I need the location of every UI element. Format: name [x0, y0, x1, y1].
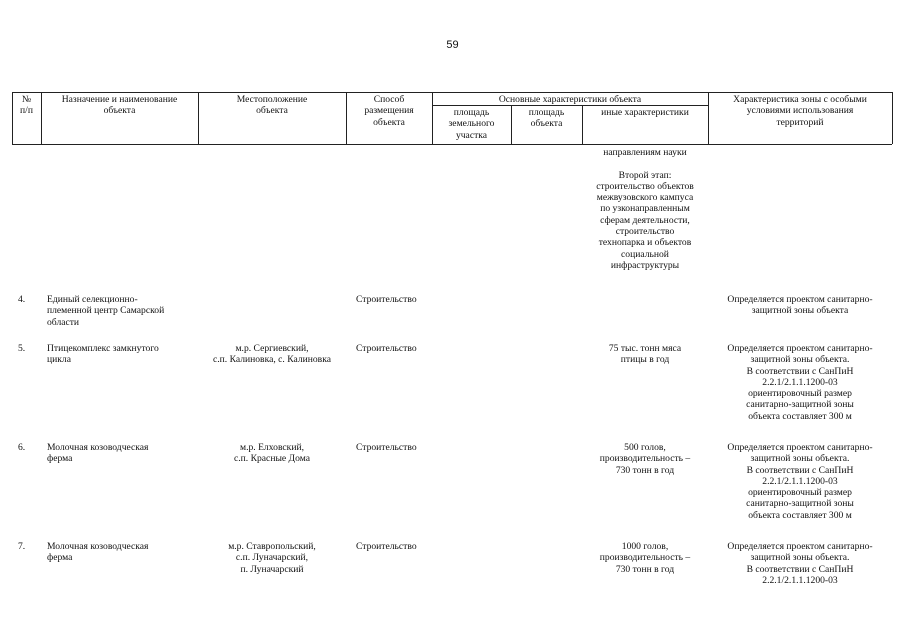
header-method: Способ размещения объекта	[364, 94, 414, 128]
col-divider	[892, 92, 893, 144]
row-number: 4.	[18, 294, 26, 305]
row-object-name: Птицекомплекс замкнутого цикла	[47, 343, 159, 366]
continuation-other-characteristics: направлениям науки Второй этап: строительство объектов межвузовского кампуса по узконаправленным сферам деятельности, строительство технопарка и объектов социальной инфраструктуры	[596, 147, 694, 271]
header-area-object: площадь объекта	[528, 107, 565, 130]
row-object-name: Единый селекционно- племенной центр Самарской области	[47, 294, 165, 328]
row-zone: Определяется проектом санитарно- защитной зоны объекта. В соответствии с СанПиН 2.2.1/2.1.1.1200-03 ориентировочный размер санитарно-защитной зоны объекта составляет 300 м	[727, 442, 873, 521]
row-method: Строительство	[356, 343, 417, 354]
row-location: м.р. Ставропольский, с.п. Луначарский, п. Луначарский	[228, 541, 316, 575]
header-other-characteristics: иные характеристики	[601, 107, 689, 118]
row-other-characteristics: 75 тыс. тонн мяса птицы в год	[608, 343, 682, 366]
row-object-name: Молочная козоводческая ферма	[47, 541, 149, 564]
header-location: Местоположение объекта	[236, 94, 308, 117]
header-area-plot: площадь земельного участка	[448, 107, 495, 141]
row-number: 5.	[18, 343, 26, 354]
row-number: 7.	[18, 541, 26, 552]
row-method: Строительство	[356, 442, 417, 453]
row-location: м.р. Елховский, с.п. Красные Дома	[234, 442, 310, 465]
page-number: 59	[446, 39, 459, 51]
row-zone: Определяется проектом санитарно- защитной зоны объекта	[727, 294, 873, 317]
header-zone: Характеристика зоны с особыми условиями использования территорий	[733, 94, 867, 128]
row-other-characteristics: 500 голов, производительность – 730 тонн в год	[599, 442, 691, 476]
header-bottom-border	[12, 144, 892, 145]
row-location: м.р. Сергиевский, с.п. Калиновка, с. Калиновка	[213, 343, 331, 366]
row-object-name: Молочная козоводческая ферма	[47, 442, 149, 465]
row-method: Строительство	[356, 294, 417, 305]
header-num: № п/п	[20, 94, 33, 117]
row-method: Строительство	[356, 541, 417, 552]
row-zone: Определяется проектом санитарно- защитной зоны объекта. В соответствии с СанПиН 2.2.1/2.1.1.1200-03 ориентировочный размер санитарно-защитной зоны объекта составляет 300 м	[727, 343, 873, 422]
row-other-characteristics: 1000 голов, производительность – 730 тонн в год	[599, 541, 691, 575]
row-zone: Определяется проектом санитарно- защитной зоны объекта. В соответствии с СанПиН 2.2.1/2.1.1.1200-03	[727, 541, 873, 586]
header-main-characteristics: Основные характеристики объекта	[498, 94, 642, 105]
table-top-border	[12, 92, 892, 93]
row-number: 6.	[18, 442, 26, 453]
header-name: Назначение и наименование объекта	[61, 94, 178, 117]
